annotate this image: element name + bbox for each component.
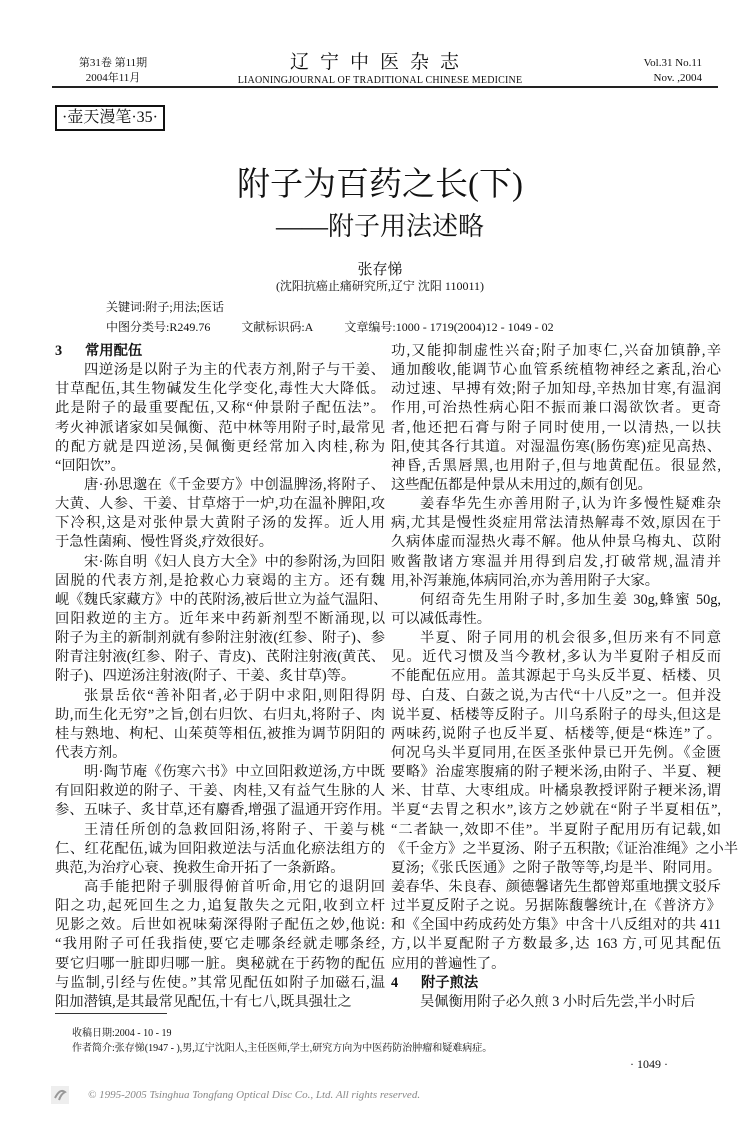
text-line: 母、白芨、白蔹之说,为古代“十八反”之一。但并没	[391, 687, 721, 704]
text-line: 不能配伍应用。盖其源起于乌头反半夏、栝楼、贝	[391, 668, 721, 685]
text-line: 代表方剂。	[55, 744, 127, 761]
text-line: 要它归哪一脏即归哪一脏。奥秘就在于药物的配伍	[55, 955, 385, 972]
text-line: 参、五味子、炙甘草,还有麝香,增强了温通开窍作用。	[55, 802, 391, 819]
section-number: 4	[391, 974, 399, 991]
article-number: 文章编号:1000 - 1719(2004)12 - 1049 - 02	[344, 320, 554, 334]
journal-name-en: LIAONINGJOURNAL OF TRADITIONAL CHINESE MEDICINE	[237, 75, 523, 86]
volume-issue: 第31卷 第11期	[78, 57, 148, 69]
publisher-logo-icon	[51, 1086, 69, 1104]
text-line: 甘草配伍,其生物碱发生化学变化,毒性大大降低。	[55, 381, 385, 398]
text-line: 此是附子的最重要配伍,又称“仲景附子配伍法”。	[55, 400, 385, 417]
copyright-notice: © 1995-2005 Tsinghua Tongfang Optical Disc Co., Ltd. All rights reserved.	[88, 1089, 421, 1101]
issue-info	[68, 56, 158, 86]
text-line: 半夏“去胃之积水”,该方之妙就在“附子半夏相伍”,	[391, 802, 721, 819]
text-line: 夏汤;《张氏医通》之附子散等等,均是半、附同用。	[391, 859, 721, 876]
text-line: 过半夏反附子之说。另据陈馥馨统计,在《普济方》	[391, 898, 721, 915]
paragraph	[55, 476, 385, 553]
classification-number: 中图分类号:R249.76	[106, 320, 211, 334]
text-line: 见。近代习惯及当今教材,多认为半夏附子相反而	[391, 649, 721, 666]
paragraph	[391, 993, 721, 1012]
text-line: 功,又能抑制虚性兴奋;附子加枣仁,兴奋加镇静,辛	[391, 343, 721, 359]
journal-masthead	[200, 52, 560, 87]
article-subtitle: ——附子用法述略	[275, 212, 484, 241]
received-date: 收稿日期:2004 - 10 - 19	[72, 1028, 172, 1039]
author-affiliation: (沈阳抗癌止痛研究所,辽宁 沈阳 110011)	[275, 279, 485, 293]
text-line: 吴佩衡用附子必久煎 3 小时后先尝,半小时后	[420, 993, 696, 1010]
text-line: 见影之效。后世如祝味菊深得附子配伍之妙,他说:	[55, 917, 385, 934]
paragraph	[391, 342, 721, 495]
text-line: 要略》治虚寒腹痛的附子粳米汤,由附子、半夏、粳	[391, 764, 721, 781]
text-line: 附子)、四逆汤注射液(附子、干姜、炙甘草)等。	[55, 668, 356, 685]
text-line: 四逆汤是以附子为主的代表方剂,附子与干姜、	[84, 362, 385, 379]
text-line: 何况乌头半夏同用,在医圣张仲景已开先例。《金匮	[391, 744, 721, 761]
text-line: 的配方就是四逆汤,吴佩衡更经常加入肉桂,称为	[55, 438, 385, 455]
text-line: 半夏、附子同用的机会很多,但历来有不同意	[420, 630, 721, 647]
paragraph	[55, 821, 385, 878]
text-line: 仁、红花配伍,诚为回阳救逆法与活血化瘀法组方的	[55, 840, 385, 857]
author-bio: 作者简介:张存悌(1947 - ),男,辽宁沈阳人,主任医师,学士,研究方向为中医药防治肿瘤和疑难病症。	[72, 1043, 493, 1054]
section-title: 常用配伍	[85, 343, 143, 359]
paragraph	[55, 361, 385, 476]
text-line: 阳,使其各行其道。对湿温伤寒(肠伤寒)症见高热、	[391, 438, 721, 455]
column-series-label: ·壶天漫笔·35·	[55, 105, 165, 131]
text-line: 姜春华、朱良春、颜德馨诸先生都曾郑重地撰文驳斥	[391, 878, 721, 895]
text-line: 明·陶节庵《伤寒六书》中立回阳救逆汤,方中既	[84, 764, 385, 781]
text-line: 米、甘草、大枣组成。叶橘泉教授评附子粳米汤,谓	[391, 783, 721, 800]
body-column-left	[55, 342, 391, 1012]
paragraph	[391, 629, 739, 974]
paragraph	[55, 878, 385, 1012]
text-line: 王清任所创的急救回阳汤,将附子、干姜与桃	[84, 821, 385, 838]
text-line: 姜春华先生亦善用附子,认为许多慢性疑难杂	[420, 496, 721, 513]
text-line: 于急性菌痢、慢性肾炎,疗效很好。	[55, 534, 274, 551]
footnote-rule	[55, 1013, 167, 1014]
text-line: 可以减低毒性。	[391, 610, 492, 627]
section-heading	[55, 342, 385, 361]
page-number: · 1049 ·	[630, 1057, 668, 1071]
text-line: 两味药,说附子也反半夏、栝楼等,便是“株连”了。	[391, 725, 721, 742]
text-line: 张景岳依“善补阳者,必于阴中求阳,则阳得阴	[84, 687, 385, 704]
text-line: 应用的普遍性了。	[391, 955, 506, 972]
journal-name-cn: 辽宁中医杂志	[289, 52, 470, 73]
section-title: 附子煎法	[421, 974, 479, 991]
text-line: 固脱的代表方剂,是抢救心力衰竭的主方。还有魏	[55, 572, 385, 589]
issue-date: 2004年11月	[85, 72, 141, 84]
text-line: 用,补泻兼施,体病同治,亦为善用附子大家。	[391, 572, 660, 589]
keywords: 关键词:附子;用法;医话	[106, 300, 225, 314]
volume-issue-en: Vol.31 No.11	[643, 57, 702, 69]
text-line: 回阳救逆的主方。近年来中药新剂型不断涌现,以	[55, 610, 385, 627]
text-line: 和《全国中药成药处方集》中含十八反组对的共 411	[391, 917, 721, 934]
author-name: 张存悌	[357, 262, 403, 278]
header-rule	[52, 86, 718, 88]
text-line: 附子为主的新制剂就有参附注射液(红参、附子)、参	[55, 630, 385, 647]
text-line: 这些配伍都是仲景从未用过的,颇有创见。	[391, 476, 652, 493]
text-line: 阳加潜镇,是其最常见配伍,十有七八,既具强壮之	[55, 993, 352, 1010]
issue-date-en: Nov. ,2004	[653, 72, 702, 84]
text-line: 典范,为治疗心衰、挽救生命开拓了一条新路。	[55, 859, 345, 876]
text-line: 作用,可治热性病心阳不振而兼口渴欲饮者。更奇	[391, 400, 721, 417]
text-line: 大黄、人参、干姜、甘草熔于一炉,功在温补脾阳,攻	[55, 496, 385, 513]
classification-line	[106, 318, 582, 335]
text-line: “我用附子可任我指使,要它走哪条经就走哪条经,	[55, 936, 385, 953]
text-line: 高手能把附子驯服得俯首听命,用它的退阴回	[84, 878, 385, 895]
paragraph	[391, 495, 721, 591]
section-number: 3	[55, 343, 63, 359]
text-line: 病,尤其是慢性炎症用常法清热解毒不效,原因在于	[391, 515, 721, 532]
text-line: 何绍奇先生用附子时,多加生姜 30g,蜂蜜 50g,	[420, 591, 721, 608]
text-line: 《千金方》之半夏汤、附子五积散;《证治准绳》之小半	[391, 840, 739, 857]
text-line: 败酱散诸方寒温并用得到启发,打破常规,温清并	[391, 553, 721, 570]
text-line: 阳之功,起死回生之力,追复散失之元阳,收到立杆	[55, 898, 385, 915]
text-line: 有回阳救逆的附子、干姜、肉桂,又有益气生脉的人	[55, 783, 385, 800]
text-line: 岘《魏氏家藏方》中的芪附汤,被后世立为益气温阳、	[55, 591, 388, 608]
text-line: 方,以半夏配附子方数最多,达 163 方,可见其配伍	[391, 936, 721, 953]
text-line: 与监制,引经与佐使。”其常见配伍如附子加磁石,温	[55, 974, 385, 991]
issue-info-en	[612, 56, 702, 86]
text-line: 考火神派诸家如吴佩衡、范中林等用附子时,最常见	[55, 419, 385, 436]
document-code: 文献标识码:A	[241, 320, 314, 334]
body-column-right	[391, 342, 739, 1012]
article-title: 附子为百药之长(下)	[237, 167, 523, 203]
text-line: 者,他还把石膏与附子同时使用,一以清热,一以扶	[391, 419, 721, 436]
text-line: 唐·孙思邈在《千金要方》中创温脾汤,将附子、	[84, 476, 385, 493]
text-line: “回阳饮”。	[55, 457, 125, 474]
paragraph	[55, 553, 388, 687]
text-line: 久病体虚而湿热火毒不解。他从仲景乌梅丸、苡附	[391, 534, 721, 551]
paragraph	[391, 591, 721, 629]
text-line: 宋·陈自明《妇人良方大全》中的参附汤,为回阳	[84, 553, 385, 570]
text-line: 通加酸收,能调节心血管系统植物神经之紊乱,治心	[391, 362, 721, 379]
text-line: 下冷积,这是对张仲景大黄附子汤的发挥。近人用	[55, 515, 385, 532]
paragraph	[55, 763, 391, 820]
text-line: 动过速、早搏有效;附子加知母,辛热加甘寒,有温润	[391, 381, 721, 398]
text-line: “二者缺一,效即不佳”。半夏附子配用历有记载,如	[391, 821, 721, 838]
text-line: 桂与熟地、枸杞、山茱萸等相伍,被推为调节阴阳的	[55, 725, 385, 742]
text-line: 说半夏、栝楼等反附子。川乌系附子的母头,但这是	[391, 706, 721, 723]
section-heading	[391, 974, 721, 993]
text-line: 神昏,舌黑唇黑,也用附子,但与地黄配伍。很显然,	[391, 457, 721, 474]
text-line: 附青注射液(红参、附子、青皮)、芪附注射液(黄芪、	[55, 649, 385, 666]
text-line: 助,而生化无穷”之旨,创右归饮、右归丸,将附子、肉	[55, 706, 385, 723]
paragraph	[55, 687, 385, 764]
